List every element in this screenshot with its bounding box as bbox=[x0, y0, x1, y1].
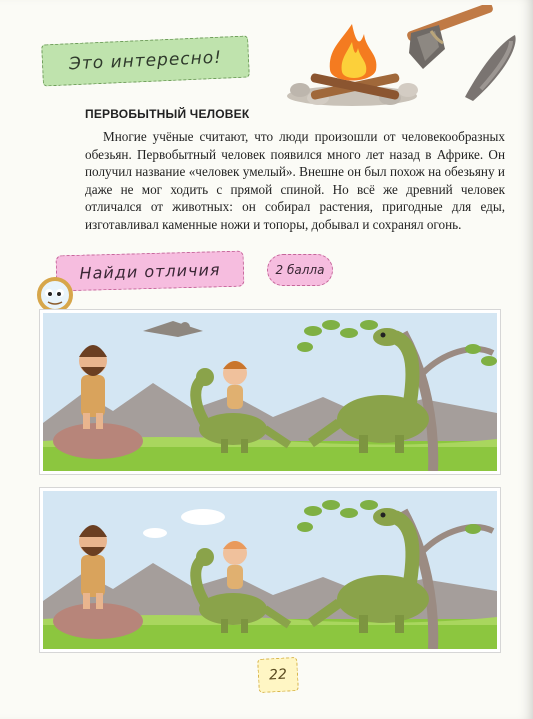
picture-top[interactable] bbox=[40, 310, 500, 474]
article-title: ПЕРВОБЫТНЫЙ ЧЕЛОВЕК bbox=[85, 107, 250, 121]
interesting-banner-label: Это интересно! bbox=[68, 47, 223, 75]
stone-tools-illustration bbox=[395, 5, 525, 115]
find-differences-banner bbox=[56, 251, 245, 292]
score-label: 2 балла bbox=[275, 263, 325, 277]
page-number-badge bbox=[257, 657, 299, 693]
article-text: Многие учёные считают, что люди произошли от человекообразных обезьян. Первобытный человек появился много лет назад в Африке. Он получил название «человек умелый». Внешне он был похож на обезьяну и даже не мог ходить с прямой спиной. Но всё же древний человек отличался от животных: он собирал растения, пригодные для еды, изготавливал каменные ножи и топоры, добывал и сохранял огонь. bbox=[85, 129, 505, 232]
find-differences-label: Найди отличия bbox=[79, 259, 221, 283]
interesting-banner bbox=[41, 36, 250, 87]
page-number: 22 bbox=[268, 666, 288, 684]
picture-bottom[interactable] bbox=[40, 488, 500, 652]
score-badge bbox=[267, 254, 333, 286]
